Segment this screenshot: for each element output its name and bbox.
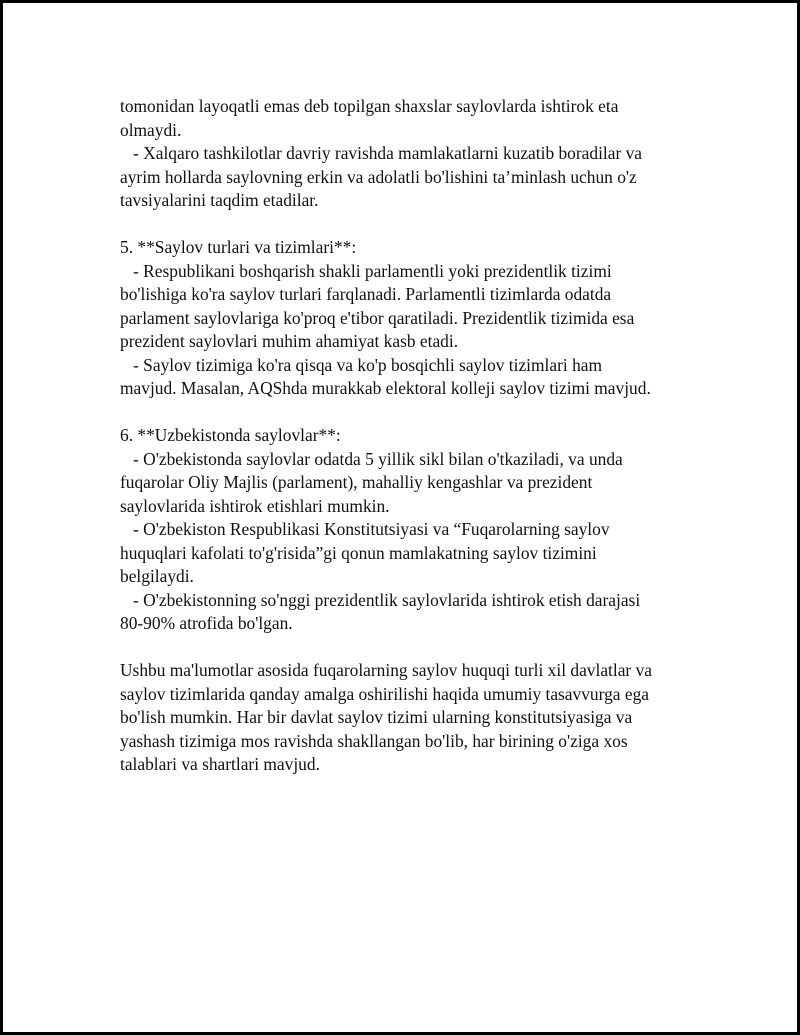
text-line: - O'zbekiston Respublikasi Konstitutsiyasi va “Fuqarolarning saylov bbox=[120, 519, 610, 539]
text-line: talablari va shartlari mavjud. bbox=[120, 754, 320, 774]
section-heading: 5. **Saylov turlari va tizimlari**: bbox=[120, 237, 357, 257]
document-body bbox=[120, 95, 720, 777]
text-line: - O'zbekistonda saylovlar odatda 5 yillik sikl bilan o'tkaziladi, va unda bbox=[120, 448, 623, 469]
paragraph-gap bbox=[120, 401, 720, 425]
text-line: mavjud. Masalan, AQShda murakkab elektoral kolleji saylov tizimi mavjud. bbox=[120, 378, 651, 398]
text-line: belgilaydi. bbox=[120, 566, 194, 586]
text-line: 80-90% atrofida bo'lgan. bbox=[120, 613, 293, 633]
text-line: saylovlarida ishtirok etishlari mumkin. bbox=[120, 495, 390, 516]
paragraph-gap bbox=[120, 213, 720, 237]
text-line: parlament saylovlariga ko'proq e'tibor qaratiladi. Prezidentlik tizimida esa bbox=[120, 307, 635, 328]
text-line: tomonidan layoqatli emas deb topilgan shaxslar saylovlarda ishtirok eta bbox=[120, 96, 619, 116]
paragraph-gap bbox=[120, 636, 720, 660]
text-line: huquqlari kafolati to'g'risida”gi qonun mamlakatning saylov tizimini bbox=[120, 542, 597, 563]
text-line: yashash tizimiga mos ravishda shakllangan bo'lib, har birining o'ziga xos bbox=[120, 730, 628, 751]
text-line: Ushbu ma'lumotlar asosida fuqarolarning saylov huquqi turli xil davlatlar va bbox=[120, 660, 652, 680]
text-line: prezident saylovlari muhim ahamiyat kasb etadi. bbox=[120, 331, 459, 351]
text-line: - Saylov tizimiga ko'ra qisqa va ko'p bosqichli saylov tizimlari ham bbox=[120, 354, 603, 375]
text-line: - O'zbekistonning so'nggi prezidentlik saylovlarida ishtirok etish darajasi bbox=[120, 589, 641, 610]
text-line: tavsiyalarini taqdim etadilar. bbox=[120, 190, 319, 210]
text-line: bo'lish mumkin. Har bir davlat saylov tizimi ularning konstitutsiyasiga va bbox=[120, 707, 633, 727]
text-line: olmaydi. bbox=[120, 119, 182, 140]
text-line: - Respublikani boshqarish shakli parlamentli yoki prezidentlik tizimi bbox=[120, 260, 612, 281]
text-line: saylov tizimlarida qanday amalga oshirilishi haqida umumiy tasavvurga ega bbox=[120, 683, 649, 704]
section-heading: 6. **Uzbekistonda saylovlar**: bbox=[120, 425, 341, 445]
text-line: bo'lishiga ko'ra saylov turlari farqlanadi. Parlamentli tizimlarda odatda bbox=[120, 284, 612, 304]
text-line: - Xalqaro tashkilotlar davriy ravishda mamlakatlarni kuzatib boradilar va bbox=[120, 143, 643, 163]
text-line: fuqarolar Oliy Majlis (parlament), mahalliy kengashlar va prezident bbox=[120, 472, 593, 492]
text-line: ayrim hollarda saylovning erkin va adolatli bo'lishini ta’minlash uchun o'z bbox=[120, 166, 637, 187]
